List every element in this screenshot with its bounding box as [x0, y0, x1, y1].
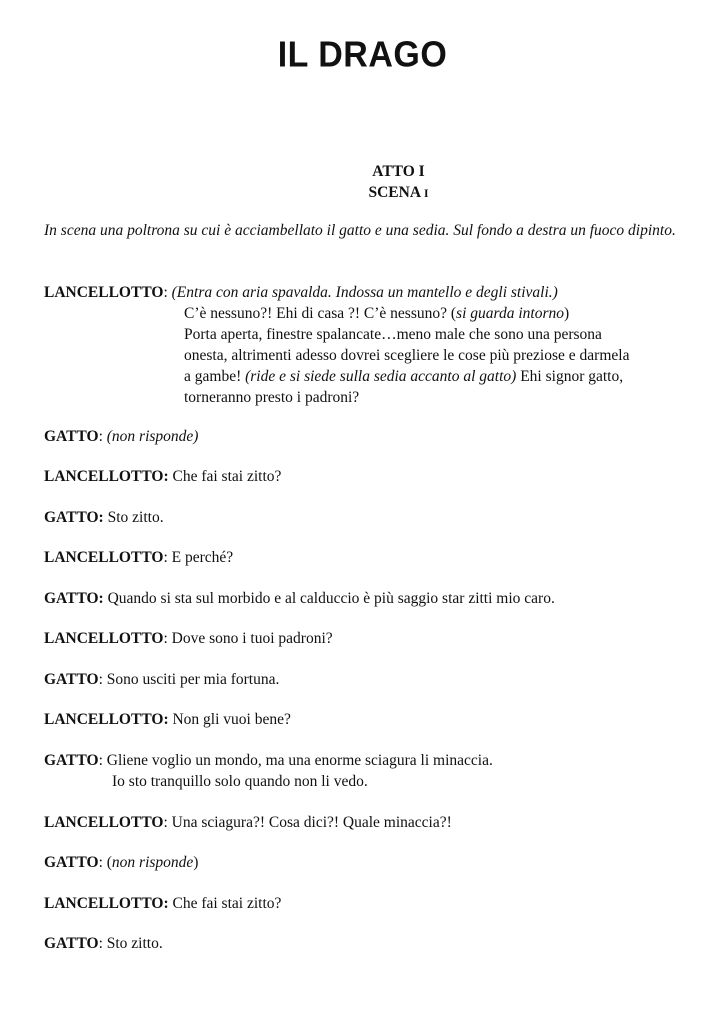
dialogue-text-part: C’è nessuno?! Ehi di casa ?! C’è nessuno? ( — [184, 305, 457, 322]
stage-direction-intro: In scena una poltrona su cui è acciambellato il gatto e una sedia. Sul fondo a destra un fuoco dipinto. — [44, 222, 676, 239]
dialogue-text: torneranno presto i padroni? — [184, 389, 360, 406]
dialogue-text: Sto zitto. — [103, 509, 164, 526]
dialogue-line — [44, 812, 684, 833]
speaker-name: GATTO: — [44, 590, 104, 607]
dialogue-text: Quando si sta sul morbido e al calduccio è più saggio star zitti mio caro. — [103, 590, 555, 607]
dialogue-text: Porta aperta, finestre spalancate…meno male che sono una persona — [184, 326, 602, 343]
dialogue-line — [44, 507, 684, 528]
dialogue-line — [44, 628, 684, 649]
dialogue-text — [44, 366, 684, 387]
dialogue-text-part: : ( — [98, 854, 112, 871]
dialogue-text-part: ) — [193, 854, 199, 871]
dialogue-line — [44, 669, 684, 690]
dialogue-text: : Una sciagura?! Cosa dici?! Quale minaccia?! — [163, 814, 452, 831]
dialogue-text: Che fai stai zitto? — [168, 895, 282, 912]
speaker-name: LANCELLOTTO — [44, 549, 164, 566]
dialogue-line — [44, 709, 684, 730]
stage-direction: (ride e si siede sulla sedia accanto al gatto) — [245, 368, 517, 385]
dialogue-line — [44, 466, 684, 487]
speaker-name: LANCELLOTTO — [44, 284, 164, 301]
dialogue-text — [44, 303, 684, 324]
speaker-name: GATTO: — [44, 509, 104, 526]
separator: : — [98, 428, 107, 445]
dialogue-text: onesta, altrimenti adesso dovrei scegliere le cose più preziose e darmela — [184, 347, 630, 364]
dialogue-text-part: Ehi signor gatto, — [516, 368, 624, 385]
scene-heading — [0, 184, 725, 202]
scene-label: SCENA — [368, 184, 425, 201]
dialogue-line — [44, 426, 684, 447]
speaker-name: GATTO — [44, 671, 99, 688]
speaker-name: GATTO — [44, 935, 99, 952]
dialogue-line — [44, 588, 684, 609]
dialogue-text: Non gli vuoi bene? — [168, 711, 291, 728]
dialogue-line — [44, 282, 684, 408]
speaker-name: LANCELLOTTO: — [44, 895, 169, 912]
speaker-name: LANCELLOTTO — [44, 630, 164, 647]
dialogue-text: : Gliene voglio un mondo, ma una enorme sciagura li minaccia. — [98, 752, 493, 769]
dialogue-text-part: ) — [563, 305, 570, 322]
stage-direction: (non risponde) — [106, 428, 199, 445]
stage-direction: non risponde — [111, 854, 194, 871]
act-heading: ATTO I — [372, 163, 425, 180]
speaker-name: LANCELLOTTO: — [44, 711, 169, 728]
separator: : — [163, 284, 172, 301]
dialogue-text: : Sono usciti per mia fortuna. — [98, 671, 280, 688]
speaker-name: GATTO — [44, 752, 99, 769]
speaker-name: GATTO — [44, 854, 99, 871]
dialogue-line — [44, 547, 684, 568]
speaker-name: GATTO — [44, 428, 99, 445]
dialogue-line — [44, 933, 684, 954]
dialogue-line — [44, 852, 684, 873]
speaker-name: LANCELLOTTO — [44, 814, 164, 831]
dialogue-text: : Sto zitto. — [98, 935, 163, 952]
stage-direction: si guarda intorno — [456, 305, 564, 322]
page-title: IL DRAGO — [277, 35, 448, 75]
dialogue-text: Che fai stai zitto? — [168, 468, 282, 485]
dialogue-line — [44, 893, 684, 914]
dialogue-text: : Dove sono i tuoi padroni? — [163, 630, 333, 647]
dialogue-text-part: a gambe! — [184, 368, 246, 385]
dialogue-text: : E perché? — [163, 549, 234, 566]
scene-number: I — [424, 188, 429, 200]
speaker-name: LANCELLOTTO: — [44, 468, 169, 485]
dialogue-line — [44, 750, 684, 792]
dialogue-text: Io sto tranquillo solo quando non li vedo. — [112, 773, 368, 790]
stage-direction: (Entra con aria spavalda. Indossa un mantello e degli stivali.) — [171, 284, 558, 301]
